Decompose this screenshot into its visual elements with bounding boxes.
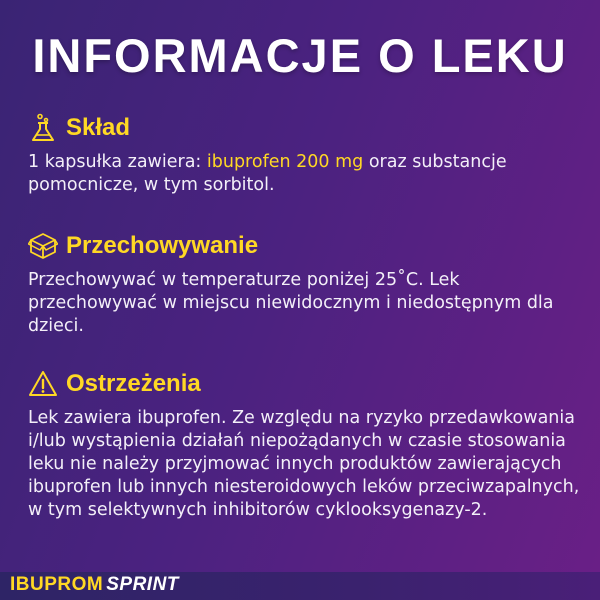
section-storage — [28, 230, 584, 338]
brand-name: IBUPROM — [10, 574, 104, 595]
section-header — [28, 112, 584, 144]
body-text-end: oraz substancje pomocnicze, w tym sorbitol. — [28, 152, 507, 195]
page-title: INFORMACJE O LEKU — [32, 29, 568, 82]
box-icon — [28, 231, 58, 261]
section-warnings — [28, 368, 584, 522]
section-body: Lek zawiera ibuprofen. Ze względu na ryzyko przedawkowania i/lub wystąpienia działań niepożądanych w czasie stosowania leku nie należy przyjmować innych produktów zawierających ibuprofen lub innych niesteroidowych leków przeciwzapalnych, w tym selektywnych inhibitorów cyklooksygenazy-2. — [28, 408, 580, 520]
section-body: Przechowywać w temperaturze poniżej 25˚C. Lek przechowywać w miejscu niewidocznym i niedostępnym dla dzieci. — [28, 270, 554, 336]
section-composition — [28, 112, 584, 197]
section-heading: Skład — [66, 114, 131, 141]
warning-icon — [28, 369, 58, 399]
section-heading: Ostrzeżenia — [66, 370, 201, 397]
body-text-start: 1 kapsułka zawiera: — [28, 152, 207, 172]
section-header — [28, 230, 584, 262]
section-heading: Przechowywanie — [66, 232, 259, 259]
active-ingredient: ibuprofen 200 mg — [206, 152, 364, 172]
section-header — [28, 368, 584, 400]
flask-icon — [28, 113, 58, 143]
footer-bar — [0, 572, 600, 600]
brand-logo — [10, 574, 179, 596]
brand-suffix: SPRINT — [106, 574, 179, 595]
section-body — [28, 151, 584, 197]
